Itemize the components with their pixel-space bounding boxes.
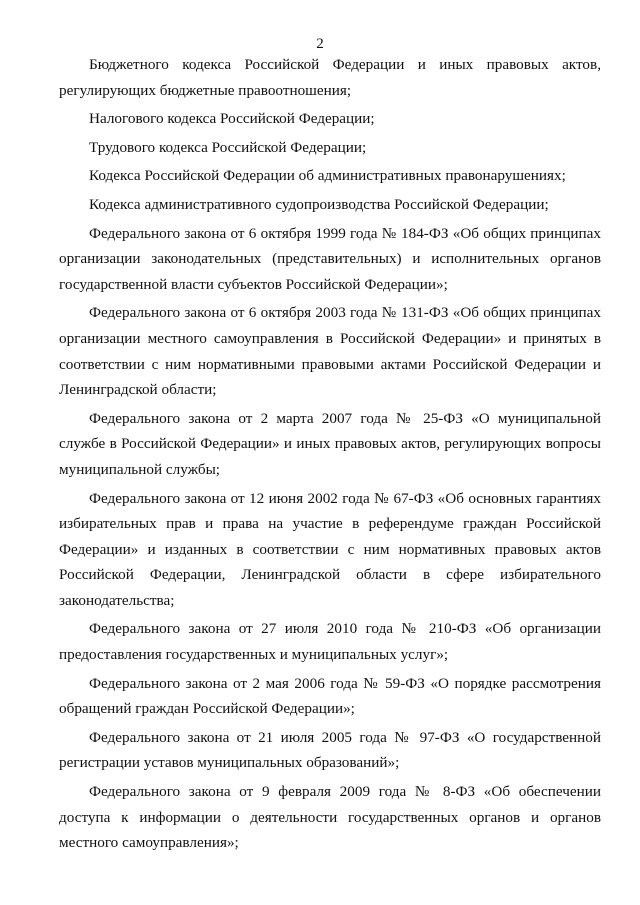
paragraph-law-25-fz: Федерального закона от 2 марта 2007 года № 25-ФЗ «О муниципальной службе в Российской Федерации» и иных правовых актов, регулирующих вопросы муниципальной службы; (59, 409, 601, 478)
paragraph-labor-code: Трудового кодекса Российской Федерации; (89, 138, 367, 156)
document-body (59, 52, 601, 859)
paragraph-law-131-fz: Федерального закона от 6 октября 2003 года № 131-ФЗ «Об общих принципах организации местного самоуправления в Российской Федерации» и принятых в соответствии с ним нормативными правовыми актами Российской Федерации и Ленинградской области; (59, 304, 601, 399)
paragraph-law-184-fz: Федерального закона от 6 октября 1999 года № 184-ФЗ «Об общих принципах организации законодательных (представительных) и исполнительных органов государственной власти субъектов Российской Федерации»; (59, 224, 601, 293)
paragraph-law-67-fz: Федерального закона от 12 июня 2002 года № 67-ФЗ «Об основных гарантиях избирательных прав и права на участие в референдуме граждан Российской Федерации» и изданных в соответствии с ним нормативных правовых актов Российской Федерации, Ленинградской области в сфере избирательного законодательства; (59, 489, 601, 609)
paragraph-budget-code: Бюджетного кодекса Российской Федерации и иных правовых актов, регулирующих бюджетные правоотношения; (59, 56, 601, 99)
paragraph-law-97-fz: Федерального закона от 21 июля 2005 года № 97-ФЗ «О государственной регистрации уставов муниципальных образований»; (59, 728, 601, 772)
paragraph-law-210-fz: Федерального закона от 27 июля 2010 года № 210-ФЗ «Об организации предоставления государственных и муниципальных услуг»; (59, 620, 601, 664)
page-number: 2 (316, 36, 324, 52)
paragraph-law-8-fz: Федерального закона от 9 февраля 2009 года № 8-ФЗ «Об обеспечении доступа к информации о деятельности государственных органов и органов местного самоуправления»; (59, 783, 601, 852)
paragraph-law-59-fz: Федерального закона от 2 мая 2006 года № 59-ФЗ «О порядке рассмотрения обращений граждан Российской Федерации»; (59, 674, 601, 718)
paragraph-administrative-procedure-code: Кодекса административного судопроизводства Российской Федерации; (89, 195, 549, 213)
paragraph-tax-code: Налогового кодекса Российской Федерации; (89, 110, 375, 128)
paragraph-administrative-offenses-code: Кодекса Российской Федерации об административных правонарушениях; (89, 167, 566, 185)
